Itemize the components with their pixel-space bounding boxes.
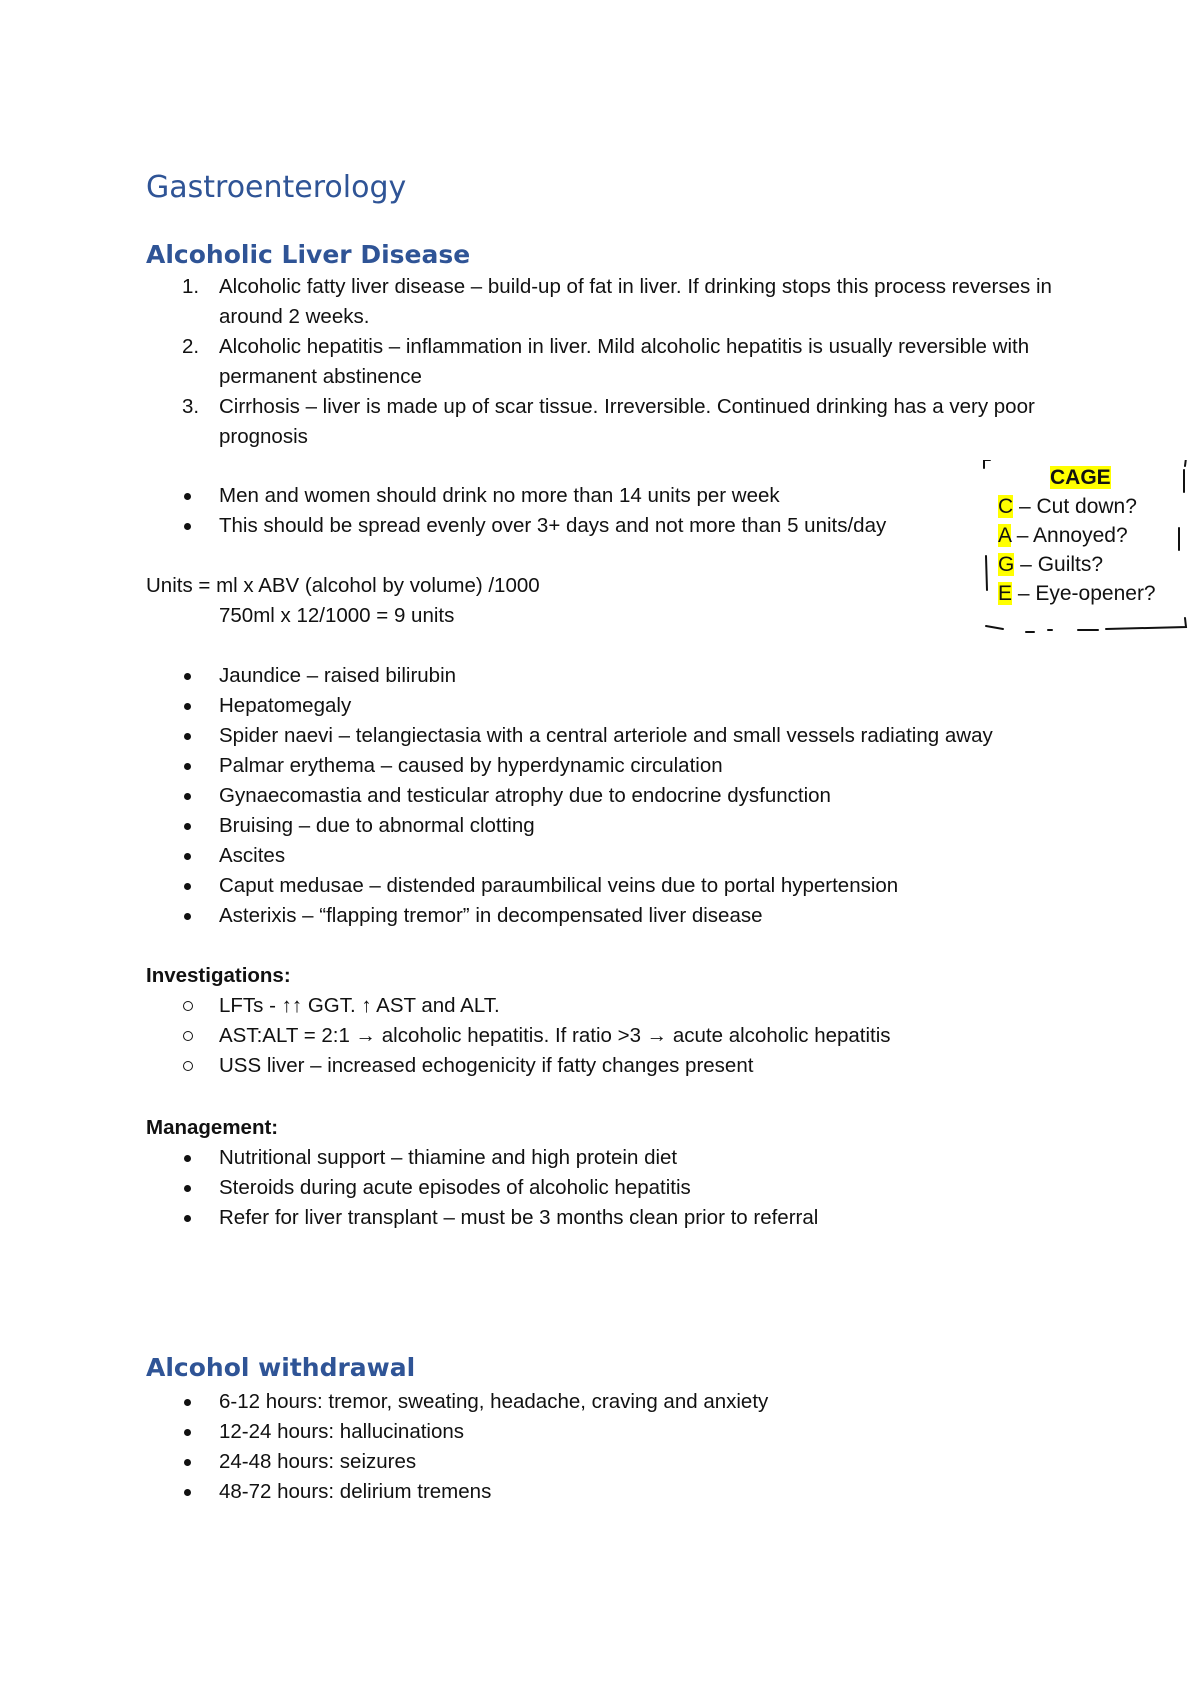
management-list — [146, 1143, 818, 1233]
cage-box — [978, 460, 1188, 635]
bullet-icon — [184, 913, 191, 920]
cage-item: G – Guilts? — [998, 553, 1104, 576]
list-item: Gynaecomastia and testicular atrophy due to endocrine dysfunction — [146, 781, 993, 811]
bullet-icon — [184, 763, 191, 770]
bullet-icon — [184, 883, 191, 890]
list-item: Caput medusae – distended paraumbilical veins due to portal hypertension — [146, 871, 993, 901]
list-item: 3. Cirrhosis – liver is made up of scar tissue. Irreversible. Continued drinking has a very poor prognosis — [182, 395, 1035, 448]
list-item: Jaundice – raised bilirubin — [146, 661, 993, 691]
list-item: Men and women should drink no more than 14 units per week — [146, 481, 886, 511]
bullet-icon — [184, 733, 191, 740]
circle-bullet-icon — [183, 1001, 193, 1011]
ald-types-list — [146, 272, 1099, 452]
list-item: Spider naevi – telangiectasia with a central arteriole and small vessels radiating away — [146, 721, 993, 751]
list-item: Bruising – due to abnormal clotting — [146, 811, 993, 841]
cage-item: E – Eye-opener? — [998, 582, 1156, 605]
list-item: Hepatomegaly — [146, 691, 993, 721]
list-item: Ascites — [146, 841, 993, 871]
units-example: 750ml x 12/1000 = 9 units — [219, 604, 455, 627]
cage-item: C – Cut down? — [998, 495, 1137, 518]
list-item: 12-24 hours: hallucinations — [146, 1417, 768, 1447]
list-item: Palmar erythema – caused by hyperdynamic circulation — [146, 751, 993, 781]
circle-bullet-icon — [183, 1061, 193, 1071]
page-title: Gastroenterology — [146, 170, 407, 205]
list-item: Asterixis – “flapping tremor” in decompensated liver disease — [146, 901, 993, 931]
list-item: Refer for liver transplant – must be 3 months clean prior to referral — [146, 1203, 818, 1233]
list-item: Nutritional support – thiamine and high protein diet — [146, 1143, 818, 1173]
bullet-icon — [184, 703, 191, 710]
list-item: This should be spread evenly over 3+ days and not more than 5 units/day — [146, 511, 886, 541]
bullet-icon — [184, 1459, 191, 1466]
bullet-icon — [184, 493, 191, 500]
bullet-icon — [184, 1489, 191, 1496]
list-item: 48-72 hours: delirium tremens — [146, 1477, 768, 1507]
cage-title: CAGE — [1050, 466, 1111, 489]
bullet-icon — [184, 853, 191, 860]
list-item: LFTs - ↑↑ GGT. ↑ AST and ALT. — [146, 991, 891, 1021]
list-item: AST:ALT = 2:1 → alcoholic hepatitis. If ratio >3 → acute alcoholic hepatitis — [146, 1021, 891, 1051]
section-heading-withdrawal: Alcohol withdrawal — [146, 1353, 416, 1382]
management-heading: Management: — [146, 1116, 279, 1139]
bullet-icon — [184, 1429, 191, 1436]
bullet-icon — [184, 1185, 191, 1192]
section-heading-ald: Alcoholic Liver Disease — [146, 240, 471, 269]
bullet-icon — [184, 823, 191, 830]
list-item: 6-12 hours: tremor, sweating, headache, craving and anxiety — [146, 1387, 768, 1417]
investigations-heading: Investigations: — [146, 964, 291, 987]
bullet-icon — [184, 1155, 191, 1162]
bullet-icon — [184, 793, 191, 800]
cage-item: A – Annoyed? — [998, 524, 1128, 547]
list-item: 1. Alcoholic fatty liver disease – build-up of fat in liver. If drinking stops this process reverses in around 2 weeks. — [182, 275, 1052, 328]
list-item: 24-48 hours: seizures — [146, 1447, 768, 1477]
bullet-icon — [184, 1215, 191, 1222]
circle-bullet-icon — [183, 1031, 193, 1041]
list-item: 2. Alcoholic hepatitis – inflammation in liver. Mild alcoholic hepatitis is usually reversible with permanent abstinence — [182, 335, 1030, 388]
list-item: Steroids during acute episodes of alcoholic hepatitis — [146, 1173, 818, 1203]
bullet-icon — [184, 1399, 191, 1406]
signs-list — [146, 661, 993, 931]
withdrawal-list — [146, 1387, 768, 1507]
list-item: USS liver – increased echogenicity if fatty changes present — [146, 1051, 891, 1081]
bullet-icon — [184, 673, 191, 680]
investigations-list — [146, 991, 891, 1081]
bullet-icon — [184, 523, 191, 530]
limits-list — [146, 481, 886, 541]
units-formula: Units = ml x ABV (alcohol by volume) /1000 — [146, 574, 540, 597]
